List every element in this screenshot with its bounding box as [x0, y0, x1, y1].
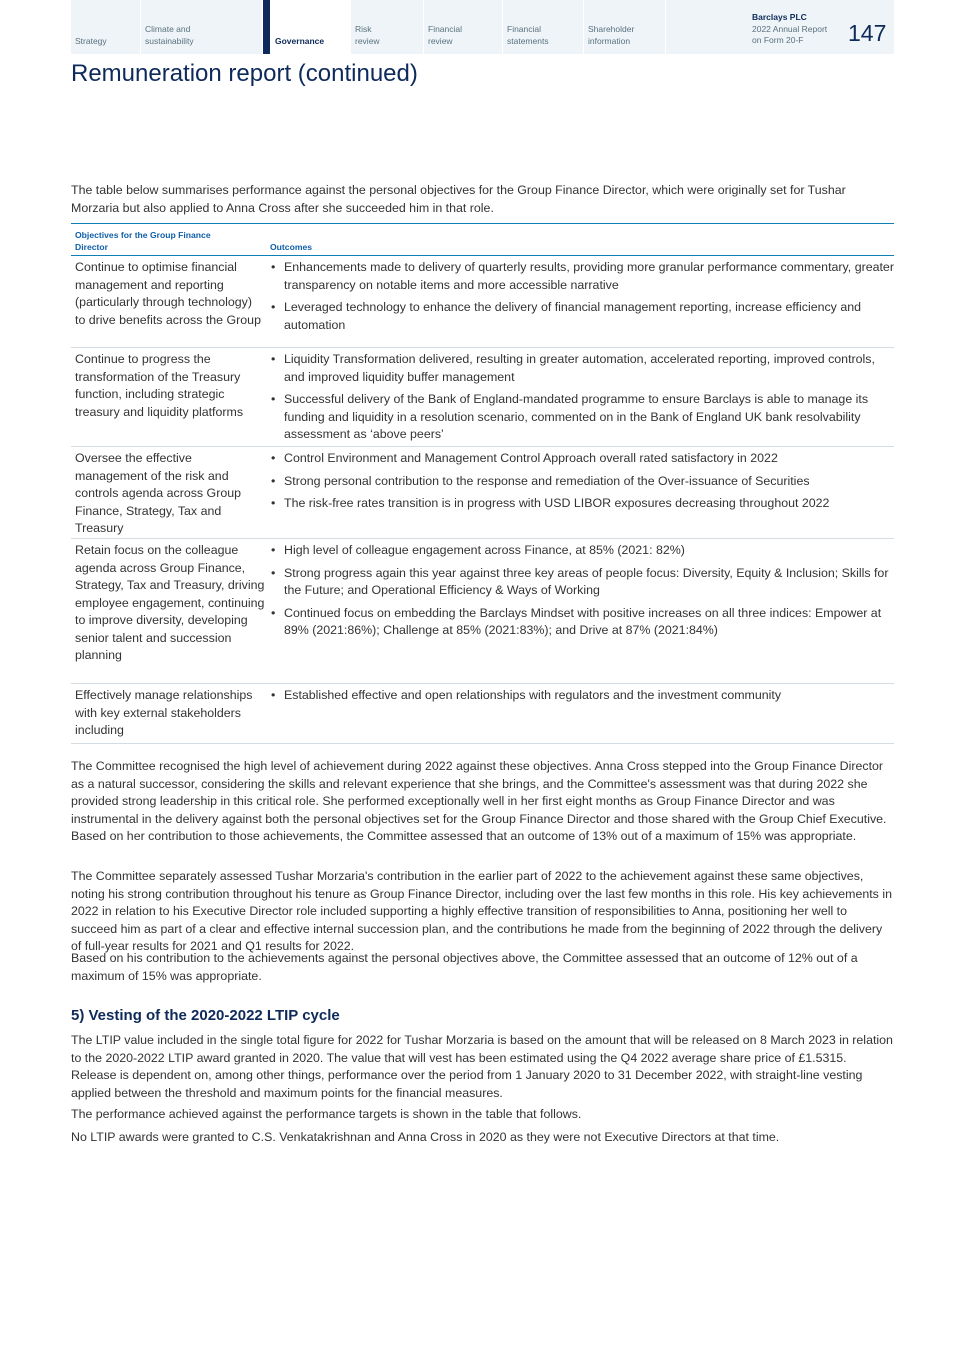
- header-outcomes: Outcomes: [270, 241, 313, 252]
- tab-financial-review[interactable]: Financial review: [424, 0, 503, 54]
- report-branding: [752, 12, 827, 47]
- outcome-item: • Leveraged technology to enhance the delivery of financial management reporting, increase efficiency and automation: [269, 299, 894, 334]
- outcome-item: • Strong personal contribution to the response and remediation of the Over-issuance of Securities: [269, 473, 894, 491]
- outcome-item: • Continued focus on embedding the Barclays Mindset with positive increases on all three indices: Empower at 89% (2021:86%); Challenge at 85% (2021:83%); and Drive at 87% (2021:84%): [269, 605, 894, 640]
- objective-cell: Retain focus on the colleague agenda across Group Finance, Strategy, Tax and Treasury, driving employee engagement, continuing to improve diversity, developing senior talent and succession planning: [75, 543, 265, 662]
- outcomes-list: [269, 687, 894, 710]
- table-row: [71, 684, 894, 744]
- tab-risk-review[interactable]: Risk review: [351, 0, 424, 54]
- outcome-item: • Established effective and open relationships with regulators and the investment community: [269, 687, 894, 705]
- tab-governance[interactable]: Governance: [263, 0, 351, 54]
- objective-cell: Oversee the effective management of the risk and controls agenda across Group Finance, Strategy, Tax and Treasury: [75, 451, 241, 535]
- outcome-item: • The risk-free rates transition is in progress with USD LIBOR exposures decreasing throughout 2022: [269, 495, 894, 513]
- table-row: [71, 348, 894, 447]
- committee-assessment-cross: The Committee recognised the high level of achievement during 2022 against these objectives. Anna Cross stepped into the Group Finance Director as a natural successor, considering the skills and relevant experience that she brings, and the Committee's assessment was that during 2022 she provided strong leadership in this critical role. She performed exceptionally well in her first eight months as Group Finance Director and was instrumental in the delivery against both the personal objectives set for the Group Finance Director and those shared with the Group Chief Executive. Based on her contribution to those achievements, the Committee assessed that an outcome of 13% out of a maximum of 15% was appropriate.: [71, 759, 887, 843]
- outcomes-list: [269, 259, 894, 339]
- outcome-item: • Liquidity Transformation delivered, resulting in greater automation, accelerated reporting, improved controls, and improved liquidity buffer management: [269, 351, 894, 386]
- table-row: [71, 447, 894, 539]
- objective-cell: Continue to optimise financial management and reporting (particularly through technology) to drive benefits across the Group: [75, 260, 261, 327]
- report-name-line1: 2022 Annual Report: [752, 23, 828, 34]
- report-name-line2: on Form 20-F: [752, 35, 804, 45]
- section-heading-ltip: 5) Vesting of the 2020-2022 LTIP cycle: [71, 1007, 340, 1024]
- page-title: Remuneration report (continued): [71, 60, 418, 87]
- outcome-item: • Control Environment and Management Control Approach overall rated satisfactory in 2022: [269, 450, 894, 468]
- page-number: 147: [848, 20, 887, 46]
- intro-paragraph: The table below summarises performance against the personal objectives for the Group Finance Director, which were originally set for Tushar Morzaria but also applied to Anna Cross after she succeeded him in that role.: [71, 183, 846, 215]
- outcome-item: • Enhancements made to delivery of quarterly results, providing more granular performance commentary, greater transparency on notable items and more accessible narrative: [269, 259, 894, 294]
- outcome-item: • Successful delivery of the Bank of England-mandated programme to ensure Barclays is able to manage its funding and liquidity in a resolution scenario, commented on in the Bank of England UK bank resolvability assessment as ‘above peers’: [269, 391, 894, 444]
- no-ltip-awards-paragraph: No LTIP awards were granted to C.S. Venkatakrishnan and Anna Cross in 2020 as they were not Executive Directors at that time.: [71, 1130, 780, 1144]
- objective-cell: Continue to progress the transformation of the Treasury function, including strategic treasury and liquidity platforms: [75, 352, 244, 419]
- committee-assessment-morzaria: The Committee separately assessed Tushar Morzaria's contribution in the earlier part of 2022 to the achievement against these same objectives, noting his strong contribution throughout his tenure as Group Finance Director, including over the last few months in this role. His key achievements in 2022 in relation to his Executive Director role included supporting a highly effective transition of responsibilities to Anna, positioning her well to succeed him as part of a clear and effective internal succession plan, and the contributions he made from the beginning of 2022 through the delivery of full-year results for 2021 and Q1 results for 2022.: [71, 869, 892, 953]
- outcomes-list: [269, 351, 894, 449]
- outcome-item: • Strong progress again this year against three key areas of people focus: Diversity, Equity & Inclusion; Skills for the Future; and Operational Efficiency & Ways of Working: [269, 565, 894, 600]
- outcome-item: • High level of colleague engagement across Finance, at 85% (2021: 82%): [269, 542, 894, 560]
- company-name: Barclays PLC: [752, 12, 807, 22]
- table-header: [71, 224, 894, 256]
- committee-assessment-morzaria-outcome: Based on his contribution to the achievements against the personal objectives above, the Committee assessed that an outcome of 12% out of a maximum of 15% was appropriate.: [71, 951, 858, 983]
- header-objectives: Objectives for the Group Finance Director: [75, 230, 211, 252]
- tab-strategy[interactable]: Strategy: [71, 0, 141, 54]
- tab-financial-statements[interactable]: Financial statements: [503, 0, 584, 54]
- performance-targets-paragraph: The performance achieved against the performance targets is shown in the table that follows.: [71, 1107, 582, 1121]
- outcomes-list: [269, 542, 894, 645]
- table-row: [71, 539, 894, 684]
- ltip-value-paragraph: The LTIP value included in the single total figure for 2022 for Tushar Morzaria is based on the amount that will be released on 8 March 2023 in relation to the 2020-2022 LTIP award granted in 2020. The value that will vest has been estimated using the Q4 2022 average share price of £1.5315. Release is dependent on, among other things, performance over the period from 1 January 2020 to 31 December 2022, with straight-line vesting applied between the threshold and maximum points for the financial measures.: [71, 1033, 893, 1100]
- table-row: [71, 256, 894, 348]
- outcomes-list: [269, 450, 894, 518]
- objectives-table: [71, 223, 894, 744]
- objective-cell: Effectively manage relationships with key external stakeholders including: [75, 688, 253, 737]
- tab-shareholder-information[interactable]: Shareholder information: [584, 0, 666, 54]
- tab-climate-and-sustainability[interactable]: Climate and sustainability: [141, 0, 263, 54]
